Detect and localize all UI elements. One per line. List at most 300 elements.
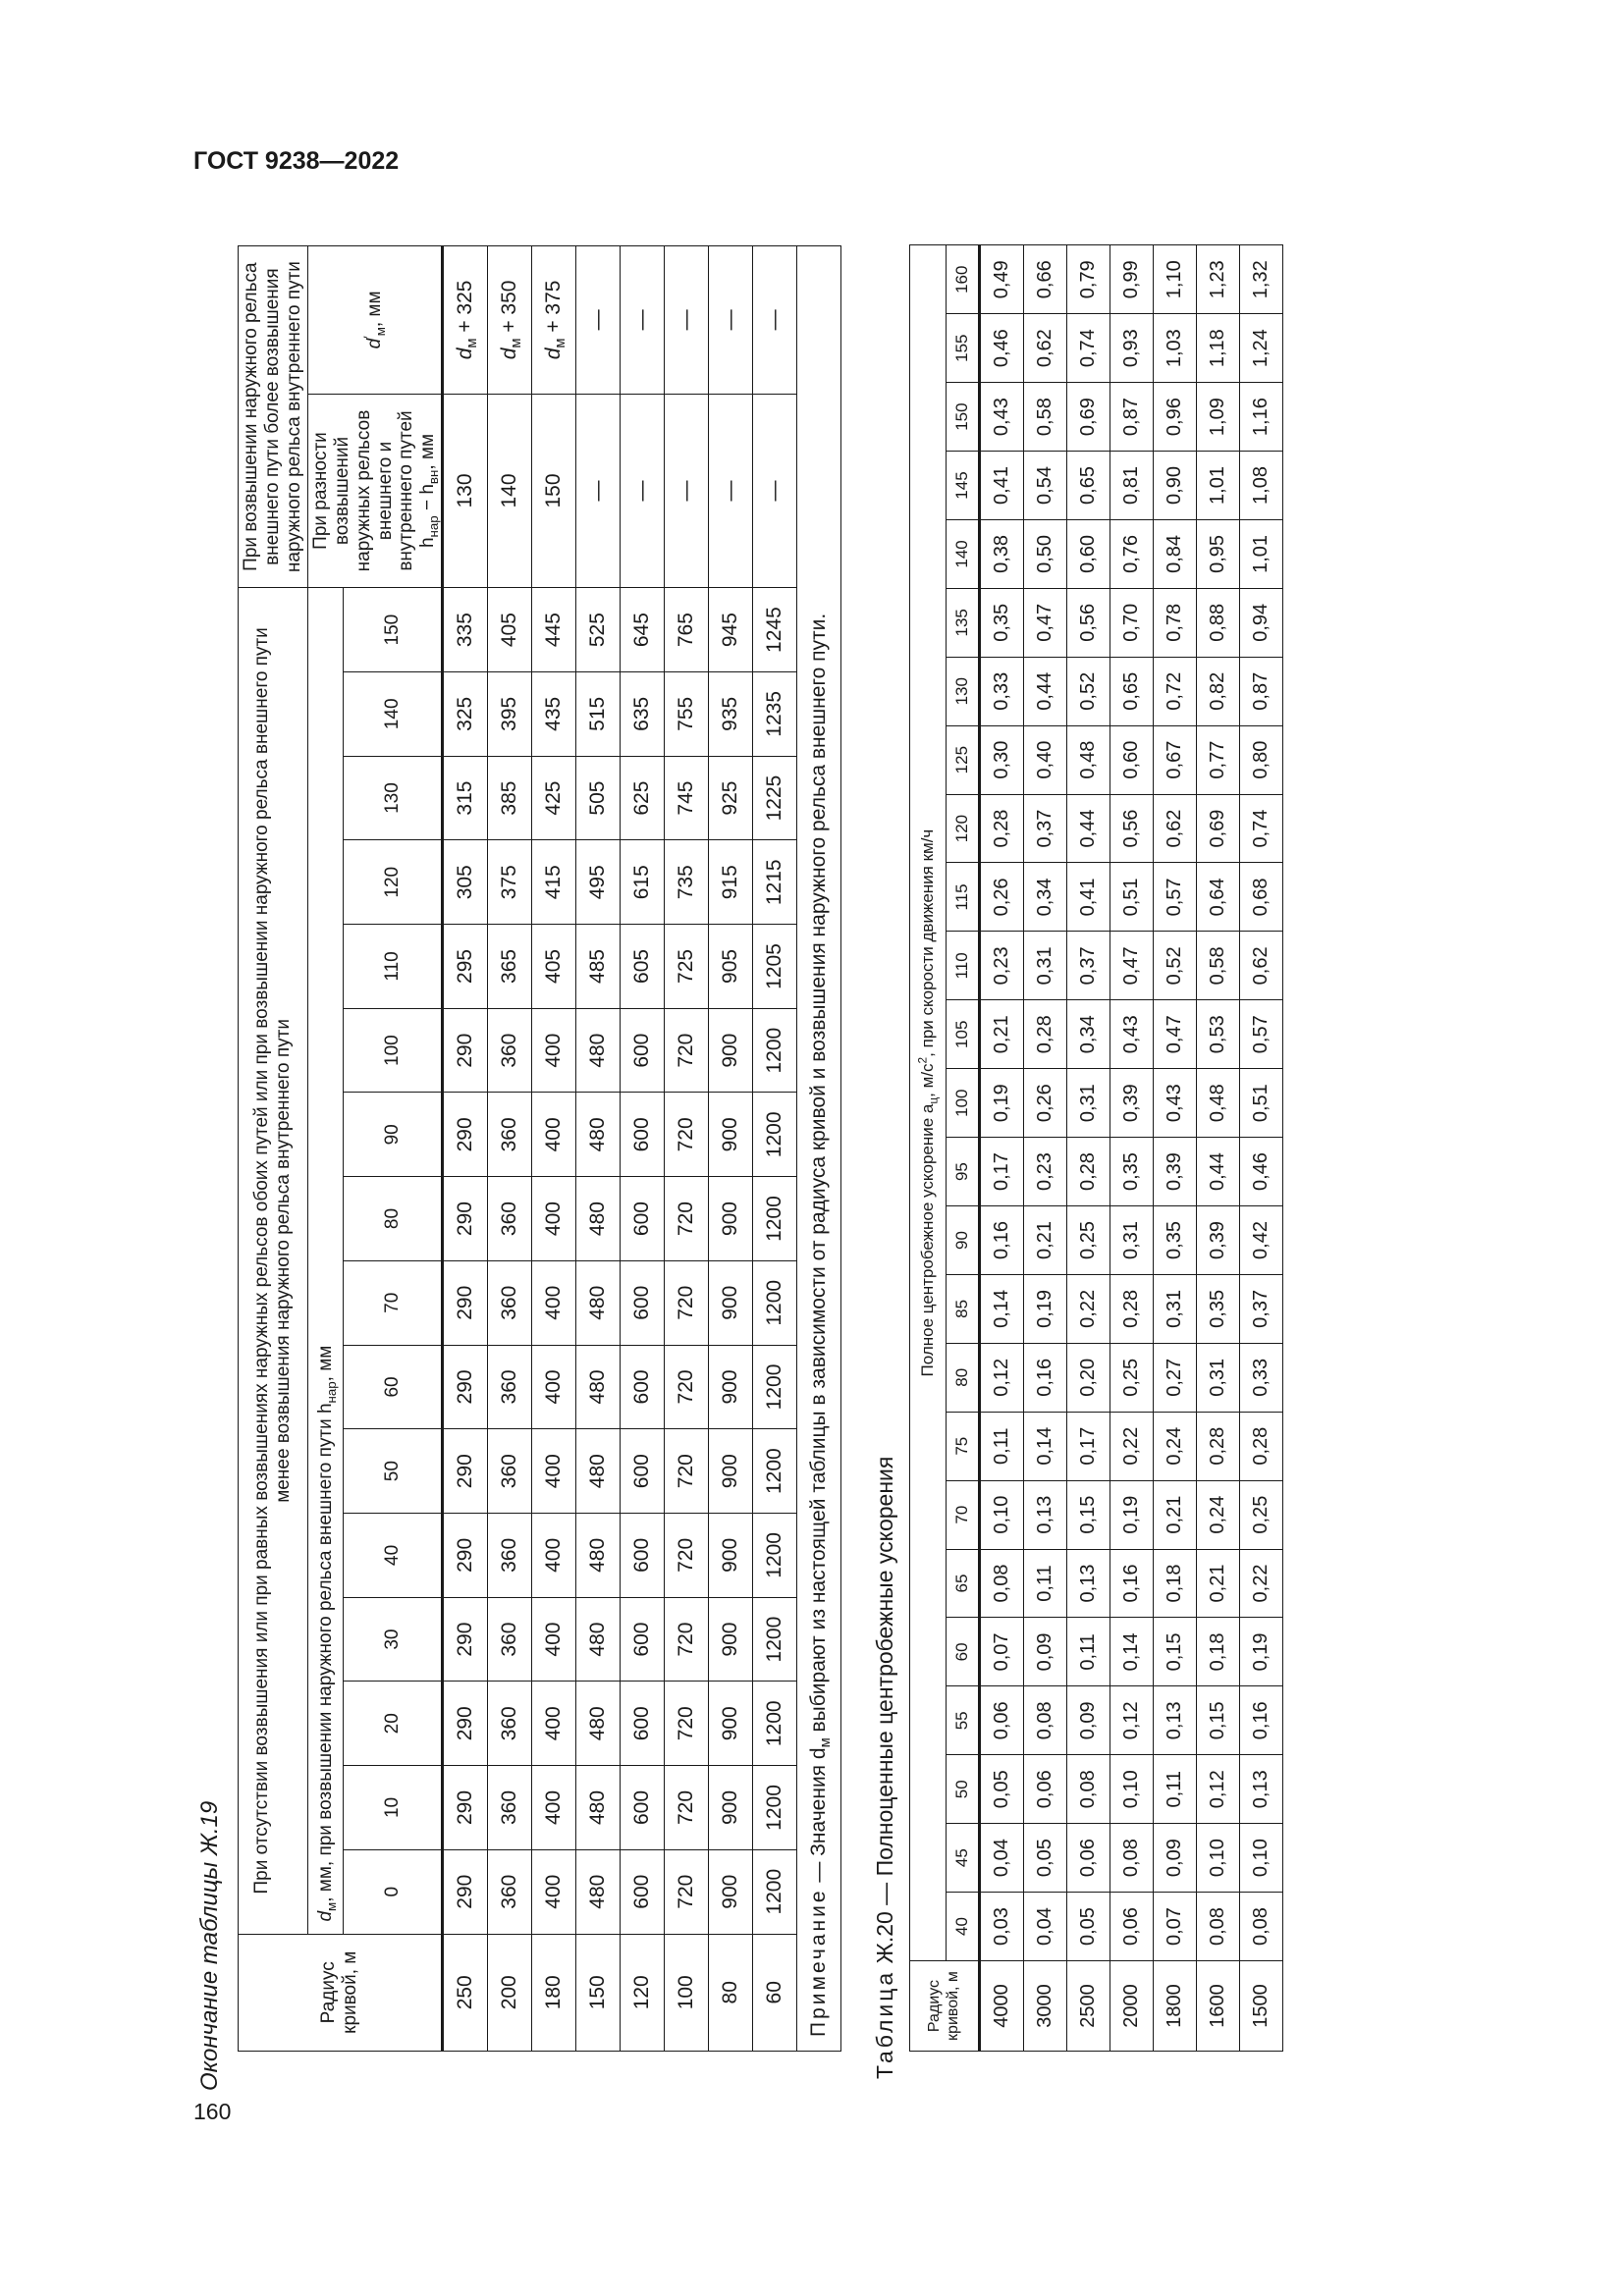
dm-cell: 600 bbox=[621, 1766, 665, 1850]
accel-cell: 0,06 bbox=[980, 1686, 1024, 1755]
accel-cell: 0,25 bbox=[1110, 1343, 1154, 1412]
dm-cell: 900 bbox=[709, 1514, 753, 1598]
dm-cell: 485 bbox=[576, 925, 621, 1009]
elevation-header: 20 bbox=[344, 1682, 443, 1766]
dm-cell: 480 bbox=[576, 1008, 621, 1093]
accel-cell: 0,79 bbox=[1067, 245, 1110, 314]
dm-cell: 290 bbox=[443, 1849, 488, 1934]
accel-cell: 0,76 bbox=[1110, 519, 1154, 588]
elevation-header: 110 bbox=[344, 925, 443, 1009]
accel-cell: 0,14 bbox=[1110, 1618, 1154, 1686]
radius-cell: 1800 bbox=[1154, 1961, 1197, 2052]
accel-cell: 0,53 bbox=[1197, 1000, 1240, 1069]
table-row bbox=[532, 246, 576, 2052]
dm-cell: 290 bbox=[443, 1260, 488, 1345]
dm-cell: 900 bbox=[709, 1682, 753, 1766]
accel-cell: 0,44 bbox=[1197, 1138, 1240, 1206]
dm-cell: 1200 bbox=[753, 1597, 797, 1682]
accel-cell: 1,01 bbox=[1197, 452, 1240, 520]
accel-cell: 0,31 bbox=[1154, 1274, 1197, 1343]
dm-cell: 1200 bbox=[753, 1429, 797, 1514]
accel-cell: 0,84 bbox=[1154, 519, 1197, 588]
accel-cell: 0,05 bbox=[980, 1755, 1024, 1824]
accel-cell: 0,47 bbox=[1154, 1000, 1197, 1069]
accel-cell: 0,12 bbox=[1197, 1755, 1240, 1824]
dm-cell: 1200 bbox=[753, 1008, 797, 1093]
dm-cell: 645 bbox=[621, 588, 665, 672]
accel-cell: 1,18 bbox=[1197, 314, 1240, 383]
dm-cell: 600 bbox=[621, 1260, 665, 1345]
accel-cell: 0,67 bbox=[1154, 725, 1197, 794]
dm-cell: 480 bbox=[576, 1345, 621, 1429]
accel-cell: 0,30 bbox=[980, 725, 1024, 794]
accel-cell: 0,66 bbox=[1024, 245, 1067, 314]
accel-cell: 0,43 bbox=[1154, 1069, 1197, 1138]
table-row bbox=[1154, 245, 1197, 2052]
accel-cell: 0,08 bbox=[1024, 1686, 1067, 1755]
dm-prime-cell bbox=[443, 246, 488, 395]
table-row bbox=[709, 246, 753, 2052]
dm-cell: 945 bbox=[709, 588, 753, 672]
dm-cell: 1200 bbox=[753, 1345, 797, 1429]
dm-cell: 900 bbox=[709, 1429, 753, 1514]
diff-cell: — bbox=[665, 394, 709, 587]
accel-cell: 0,87 bbox=[1110, 383, 1154, 452]
dm-cell: 360 bbox=[488, 1345, 532, 1429]
dm-cell: 435 bbox=[532, 671, 576, 756]
accel-cell: 0,35 bbox=[1154, 1206, 1197, 1275]
dm-cell: 600 bbox=[621, 1682, 665, 1766]
dm-cell: 360 bbox=[488, 1682, 532, 1766]
dm-cell: 360 bbox=[488, 1597, 532, 1682]
radius-cell: 80 bbox=[709, 1934, 753, 2051]
dm-cell: 400 bbox=[532, 1260, 576, 1345]
dm-cell: 400 bbox=[532, 1093, 576, 1177]
dm-cell: 755 bbox=[665, 671, 709, 756]
accel-cell: 0,12 bbox=[980, 1343, 1024, 1412]
dm-cell: 445 bbox=[532, 588, 576, 672]
speed-header: 125 bbox=[947, 725, 980, 794]
dm-cell: 900 bbox=[709, 1093, 753, 1177]
accel-cell: 0,10 bbox=[1110, 1755, 1154, 1824]
dm-prime-addend: + 325 bbox=[453, 280, 476, 339]
accel-cell: 0,14 bbox=[1024, 1412, 1067, 1480]
accel-cell: 0,41 bbox=[980, 452, 1024, 520]
accel-cell: 0,06 bbox=[1110, 1893, 1154, 1961]
accel-cell: 0,58 bbox=[1024, 383, 1067, 452]
accel-cell: 0,82 bbox=[1197, 657, 1240, 725]
diff-cell: 150 bbox=[532, 394, 576, 587]
accel-cell: 0,42 bbox=[1240, 1206, 1283, 1275]
accel-cell: 0,69 bbox=[1067, 383, 1110, 452]
speed-header: 100 bbox=[947, 1069, 980, 1138]
dm-cell: 720 bbox=[665, 1429, 709, 1514]
dm-cell: 400 bbox=[532, 1682, 576, 1766]
radius-cell: 2000 bbox=[1110, 1961, 1154, 2052]
diff-cell: — bbox=[576, 394, 621, 587]
table-zh20 bbox=[909, 244, 1283, 2052]
dm-cell: 290 bbox=[443, 1597, 488, 1682]
dm-cell: 720 bbox=[665, 1514, 709, 1598]
speed-header: 130 bbox=[947, 657, 980, 725]
accel-cell: 0,05 bbox=[1024, 1824, 1067, 1893]
accel-cell: 0,77 bbox=[1197, 725, 1240, 794]
dm-prime-cell bbox=[709, 246, 753, 395]
dm-cell: 290 bbox=[443, 1177, 488, 1261]
dm-prime-header: $d'_м$, мм bbox=[308, 246, 443, 395]
accel-cell: 1,24 bbox=[1240, 314, 1283, 383]
accel-cell: 0,81 bbox=[1110, 452, 1154, 520]
document-title: ГОСТ 9238—2022 bbox=[193, 147, 400, 175]
accel-cell: 0,16 bbox=[1110, 1549, 1154, 1618]
speed-header: 105 bbox=[947, 1000, 980, 1069]
dm-cell: 1200 bbox=[753, 1849, 797, 1934]
accel-cell: 0,08 bbox=[1240, 1893, 1283, 1961]
dm-cell: 1205 bbox=[753, 925, 797, 1009]
accel-cell: 0,65 bbox=[1110, 657, 1154, 725]
elevation-header: 140 bbox=[344, 671, 443, 756]
accel-cell: 1,01 bbox=[1240, 519, 1283, 588]
dm-cell: 1200 bbox=[753, 1093, 797, 1177]
accel-cell: 0,37 bbox=[1240, 1274, 1283, 1343]
accel-cell: 0,51 bbox=[1110, 863, 1154, 932]
dm-cell: 400 bbox=[532, 1177, 576, 1261]
speed-header: 155 bbox=[947, 314, 980, 383]
accel-cell: 0,26 bbox=[1024, 1069, 1067, 1138]
dm-cell: 395 bbox=[488, 671, 532, 756]
accel-cell: 0,94 bbox=[1240, 588, 1283, 657]
accel-cell: 0,28 bbox=[1067, 1138, 1110, 1206]
accel-cell: 1,08 bbox=[1240, 452, 1283, 520]
radius-cell: 150 bbox=[576, 1934, 621, 2051]
dm-cell: 495 bbox=[576, 840, 621, 925]
dm-prime-cell bbox=[532, 246, 576, 395]
accel-cell: 0,28 bbox=[1197, 1412, 1240, 1480]
speed-header: 135 bbox=[947, 588, 980, 657]
accel-cell: 0,64 bbox=[1197, 863, 1240, 932]
accel-cell: 0,28 bbox=[1240, 1412, 1283, 1480]
dm-prime-symbol: — bbox=[585, 309, 609, 331]
elevation-header: 10 bbox=[344, 1766, 443, 1850]
dm-cell: 900 bbox=[709, 1177, 753, 1261]
dm-cell: 405 bbox=[488, 588, 532, 672]
page-number: 160 bbox=[193, 2099, 232, 2124]
accel-cell: 0,31 bbox=[1197, 1343, 1240, 1412]
accel-cell: 0,15 bbox=[1154, 1618, 1197, 1686]
accel-cell: 0,28 bbox=[980, 794, 1024, 863]
elevation-header: 80 bbox=[344, 1177, 443, 1261]
elevation-header: 100 bbox=[344, 1008, 443, 1093]
accel-cell: 0,34 bbox=[1024, 863, 1067, 932]
table20-caption: Таблица Ж.20 — Полноценные центробежные ускорения bbox=[872, 1456, 897, 2079]
table-row bbox=[1024, 245, 1067, 2052]
accel-cell: 0,13 bbox=[1240, 1755, 1283, 1824]
accel-cell: 0,93 bbox=[1110, 314, 1154, 383]
dm-cell: 900 bbox=[709, 1766, 753, 1850]
accel-cell: 1,16 bbox=[1240, 383, 1283, 452]
accel-cell: 0,16 bbox=[980, 1206, 1024, 1275]
accel-cell: 1,09 bbox=[1197, 383, 1240, 452]
dm-cell: 720 bbox=[665, 1260, 709, 1345]
accel-cell: 0,22 bbox=[1067, 1274, 1110, 1343]
dm-cell: 720 bbox=[665, 1008, 709, 1093]
accel-cell: 0,78 bbox=[1154, 588, 1197, 657]
speed-header: 160 bbox=[947, 245, 980, 314]
speed-header: 80 bbox=[947, 1343, 980, 1412]
accel-cell: 0,08 bbox=[1197, 1893, 1240, 1961]
dm-cell: 1200 bbox=[753, 1682, 797, 1766]
accel-cell: 0,34 bbox=[1067, 1000, 1110, 1069]
dm-prime-cell bbox=[753, 246, 797, 395]
radius-cell: 120 bbox=[621, 1934, 665, 2051]
dm-cell: 425 bbox=[532, 756, 576, 840]
accel-cell: 0,11 bbox=[1067, 1618, 1110, 1686]
dm-cell: 720 bbox=[665, 1177, 709, 1261]
speed-header: 60 bbox=[947, 1618, 980, 1686]
speed-header: 110 bbox=[947, 932, 980, 1000]
speed-header: 150 bbox=[947, 383, 980, 452]
dm-cell: 900 bbox=[709, 1597, 753, 1682]
accel-cell: 0,90 bbox=[1154, 452, 1197, 520]
accel-cell: 1,03 bbox=[1154, 314, 1197, 383]
accel-cell: 0,62 bbox=[1240, 932, 1283, 1000]
accel-cell: 0,10 bbox=[1197, 1824, 1240, 1893]
table-row bbox=[1197, 245, 1240, 2052]
dm-cell: 720 bbox=[665, 1093, 709, 1177]
accel-cell: 0,70 bbox=[1110, 588, 1154, 657]
accel-cell: 0,46 bbox=[980, 314, 1024, 383]
dm-cell: 615 bbox=[621, 840, 665, 925]
diff-header: При разности возвышений наружных рельсов внешнего и внутреннего путей $h_{нар} - h_{вн}$, мм bbox=[308, 394, 443, 587]
accel-cell: 0,17 bbox=[980, 1138, 1024, 1206]
dm-cell: 915 bbox=[709, 840, 753, 925]
accel-cell: 0,04 bbox=[1024, 1893, 1067, 1961]
elevation-header: 30 bbox=[344, 1597, 443, 1682]
accel-cell: 0,10 bbox=[1240, 1824, 1283, 1893]
dm-cell: 385 bbox=[488, 756, 532, 840]
diff-cell: — bbox=[621, 394, 665, 587]
accel-cell: 0,16 bbox=[1240, 1686, 1283, 1755]
table-row bbox=[753, 246, 797, 2052]
dm-cell: 720 bbox=[665, 1597, 709, 1682]
dm-cell: 360 bbox=[488, 1766, 532, 1850]
accel-cell: 0,39 bbox=[1154, 1138, 1197, 1206]
dm-cell: 305 bbox=[443, 840, 488, 925]
accel-cell: 0,25 bbox=[1067, 1206, 1110, 1275]
accel-cell: 0,22 bbox=[1240, 1549, 1283, 1618]
accel-cell: 0,48 bbox=[1197, 1069, 1240, 1138]
accel-cell: 0,13 bbox=[1024, 1480, 1067, 1549]
accel-cell: 0,38 bbox=[980, 519, 1024, 588]
accel-cell: 0,28 bbox=[1110, 1274, 1154, 1343]
diff-cell: 130 bbox=[443, 394, 488, 587]
accel-cell: 0,37 bbox=[1067, 932, 1110, 1000]
dm-cell: 360 bbox=[488, 1093, 532, 1177]
dm-cell: 1225 bbox=[753, 756, 797, 840]
accel-cell: 0,46 bbox=[1240, 1138, 1283, 1206]
elevation-header: 60 bbox=[344, 1345, 443, 1429]
accel-cell: 1,10 bbox=[1154, 245, 1197, 314]
dm-cell: 360 bbox=[488, 1008, 532, 1093]
dm-cell: 405 bbox=[532, 925, 576, 1009]
accel-cell: 0,87 bbox=[1240, 657, 1283, 725]
elevation-header: 0 bbox=[344, 1849, 443, 1934]
dm-cell: 515 bbox=[576, 671, 621, 756]
dm-cell: 505 bbox=[576, 756, 621, 840]
radius-cell: 200 bbox=[488, 1934, 532, 2051]
dm-cell: 325 bbox=[443, 671, 488, 756]
accel-cell: 0,15 bbox=[1197, 1686, 1240, 1755]
speed-header: 45 bbox=[947, 1824, 980, 1893]
accel-cell: 0,56 bbox=[1067, 588, 1110, 657]
speed-header: 50 bbox=[947, 1755, 980, 1824]
dm-cell: 900 bbox=[709, 1008, 753, 1093]
accel-cell: 0,69 bbox=[1197, 794, 1240, 863]
dm-cell: 480 bbox=[576, 1177, 621, 1261]
dm-cell: 400 bbox=[532, 1849, 576, 1934]
speed-header: 85 bbox=[947, 1274, 980, 1343]
accel-cell: 0,14 bbox=[980, 1274, 1024, 1343]
accel-cell: 0,24 bbox=[1197, 1480, 1240, 1549]
table-row bbox=[1110, 245, 1154, 2052]
dm-prime-cell bbox=[665, 246, 709, 395]
speed-header: 55 bbox=[947, 1686, 980, 1755]
accel-cell: 0,08 bbox=[980, 1549, 1024, 1618]
accel-cell: 0,17 bbox=[1067, 1412, 1110, 1480]
dm-cell: 480 bbox=[576, 1514, 621, 1598]
radius-cell: 60 bbox=[753, 1934, 797, 2051]
table-row bbox=[621, 246, 665, 2052]
accel-cell: 0,08 bbox=[1067, 1755, 1110, 1824]
accel-cell: 0,09 bbox=[1067, 1686, 1110, 1755]
dm-cell: 600 bbox=[621, 1597, 665, 1682]
dm-cell: 725 bbox=[665, 925, 709, 1009]
radius-cell: 180 bbox=[532, 1934, 576, 2051]
dm-cell: 600 bbox=[621, 1093, 665, 1177]
accel-cell: 0,43 bbox=[980, 383, 1024, 452]
dm-cell: 290 bbox=[443, 1093, 488, 1177]
dm-prime-cell bbox=[621, 246, 665, 395]
dm-cell: 295 bbox=[443, 925, 488, 1009]
radius-header: Радиус кривой, м bbox=[239, 1934, 443, 2051]
accel-cell: 0,57 bbox=[1154, 863, 1197, 932]
accel-cell: 0,80 bbox=[1240, 725, 1283, 794]
dm-cell: 600 bbox=[621, 1345, 665, 1429]
accel-cell: 0,62 bbox=[1154, 794, 1197, 863]
group2-header: При возвышении наружного рельса внешнего пути более возвышения наружного рельса внутреннего пути bbox=[239, 246, 308, 588]
dm-cell: 900 bbox=[709, 1345, 753, 1429]
accel-cell: 0,44 bbox=[1067, 794, 1110, 863]
table-row bbox=[980, 245, 1024, 2052]
accel-cell: 0,23 bbox=[980, 932, 1024, 1000]
dm-cell: 375 bbox=[488, 840, 532, 925]
accel-cell: 0,10 bbox=[980, 1480, 1024, 1549]
accel-cell: 0,54 bbox=[1024, 452, 1067, 520]
table19-caption: Окончание таблицы Ж.19 bbox=[196, 1800, 223, 2091]
accel-cell: 0,19 bbox=[1024, 1274, 1067, 1343]
elevation-header: 120 bbox=[344, 840, 443, 925]
radius-cell: 250 bbox=[443, 1934, 488, 2051]
dm-prime-symbol: — bbox=[762, 309, 785, 331]
accel-cell: 0,21 bbox=[1197, 1549, 1240, 1618]
dm-cell: 1245 bbox=[753, 588, 797, 672]
accel-cell: 0,52 bbox=[1067, 657, 1110, 725]
accel-cell: 0,13 bbox=[1154, 1686, 1197, 1755]
accel-cell: 1,32 bbox=[1240, 245, 1283, 314]
table-row bbox=[1067, 245, 1110, 2052]
accel-cell: 0,15 bbox=[1067, 1480, 1110, 1549]
accel-cell: 0,41 bbox=[1067, 863, 1110, 932]
dm-prime-symbol: — bbox=[674, 309, 697, 331]
accel-cell: 0,47 bbox=[1110, 932, 1154, 1000]
accel-cell: 0,22 bbox=[1110, 1412, 1154, 1480]
elevation-header: 150 bbox=[344, 588, 443, 672]
elevation-header: 40 bbox=[344, 1514, 443, 1598]
dm-cell: 290 bbox=[443, 1345, 488, 1429]
dm-cell: 480 bbox=[576, 1597, 621, 1682]
table-row bbox=[488, 246, 532, 2052]
dm-cell: 720 bbox=[665, 1682, 709, 1766]
accel-cell: 0,96 bbox=[1154, 383, 1197, 452]
accel-cell: 0,31 bbox=[1024, 932, 1067, 1000]
accel-cell: 0,03 bbox=[980, 1893, 1024, 1961]
accel-cell: 0,44 bbox=[1024, 657, 1067, 725]
accel-cell: 0,56 bbox=[1110, 794, 1154, 863]
radius-cell: 3000 bbox=[1024, 1961, 1067, 2052]
speed-header: 115 bbox=[947, 863, 980, 932]
accel-cell: 0,74 bbox=[1067, 314, 1110, 383]
dm-cell: 415 bbox=[532, 840, 576, 925]
dm-cell: 745 bbox=[665, 756, 709, 840]
accel-cell: 0,16 bbox=[1024, 1343, 1067, 1412]
accel-cell: 0,39 bbox=[1197, 1206, 1240, 1275]
diff-cell: — bbox=[709, 394, 753, 587]
accel-cell: 0,11 bbox=[1024, 1549, 1067, 1618]
accel-cell: 0,48 bbox=[1067, 725, 1110, 794]
accel-cell: 0,21 bbox=[1024, 1206, 1067, 1275]
dm-cell: 900 bbox=[709, 1260, 753, 1345]
dm-cell: 1200 bbox=[753, 1514, 797, 1598]
dm-header: $d_м$, мм, при возвышении наружного рельса внешнего пути $h_{нар}$, мм bbox=[308, 588, 344, 1934]
accel-cell: 0,25 bbox=[1240, 1480, 1283, 1549]
dm-cell: 290 bbox=[443, 1682, 488, 1766]
dm-cell: 480 bbox=[576, 1260, 621, 1345]
accel-cell: 0,26 bbox=[980, 863, 1024, 932]
dm-cell: 400 bbox=[532, 1429, 576, 1514]
dm-prime-symbol: d bbox=[453, 347, 476, 360]
accel-cell: 0,74 bbox=[1240, 794, 1283, 863]
table-row bbox=[1240, 245, 1283, 2052]
dm-cell: 400 bbox=[532, 1597, 576, 1682]
accel-cell: 0,51 bbox=[1240, 1069, 1283, 1138]
accel-cell: 0,35 bbox=[1197, 1274, 1240, 1343]
accel-cell: 0,27 bbox=[1154, 1343, 1197, 1412]
dm-cell: 400 bbox=[532, 1345, 576, 1429]
elevation-header: 50 bbox=[344, 1429, 443, 1514]
dm-prime-subscript: м bbox=[509, 338, 525, 348]
accel-cell: 0,40 bbox=[1024, 725, 1067, 794]
elevation-header: 90 bbox=[344, 1093, 443, 1177]
accel-cell: 0,20 bbox=[1067, 1343, 1110, 1412]
dm-cell: 525 bbox=[576, 588, 621, 672]
accel-cell: 0,57 bbox=[1240, 1000, 1283, 1069]
dm-cell: 600 bbox=[621, 1514, 665, 1598]
accel-cell: 0,68 bbox=[1240, 863, 1283, 932]
accel-cell: 0,09 bbox=[1024, 1618, 1067, 1686]
elevation-header: 130 bbox=[344, 756, 443, 840]
accel-cell: 0,08 bbox=[1110, 1824, 1154, 1893]
elevation-header: 70 bbox=[344, 1260, 443, 1345]
